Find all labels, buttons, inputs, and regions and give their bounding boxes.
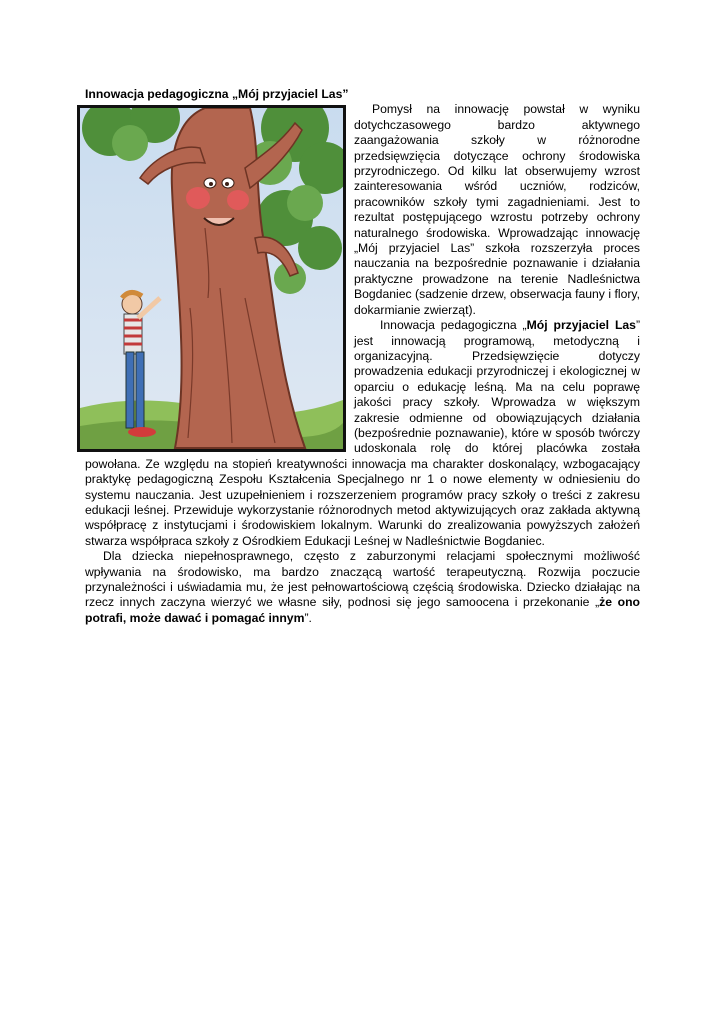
paragraph-therapeutic-start: Dla dziecka niepełnosprawnego, często z zaburzonymi relacjami społecznymi możliwość wpływania na środowisko, ma bardzo znaczącą wartość terapeutyczną. Rozwija poczucie przynależności i uświadamia mu, że jest pełnowartościową częścią środowiska. Dziecko działając na rzecz innych zaczyna wierzyć we własne siły, podnosi się jego samoocena i przekonanie „ bbox=[85, 549, 640, 610]
paragraph-innovation-start: Innowacja pedagogiczna „ bbox=[380, 318, 527, 333]
tree-illustration bbox=[77, 105, 346, 452]
paragraph-therapeutic-end: ”. bbox=[304, 610, 312, 625]
quote-bold: że ono potrafi, może dawać i pomagać innym bbox=[85, 595, 641, 625]
innovation-name-bold: Mój przyjaciel Las bbox=[526, 318, 636, 333]
document-content bbox=[85, 87, 640, 626]
paragraph-intro: Pomysł na innowację powstał w wyniku dotychczasowego bardzo aktywnego zaangażowania szkoły w różnorodne przedsięwzięcia dotyczące ochrony środowiska przyrodniczego. Od kilku lat obserwujemy wzrost zainteresowania wśród uczniów, rodziców, pracowników szkoły tymi zagadnieniami. Jest to rezultat postępującego wzrostu potrzeby ochrony naturalnego środowiska. Wprowadzając innowację „Mój przyjaciel Las” szkoła rozszerzyła proces nauczania na bezpośrednie poznawanie i działania praktyczne prowadzone na terenie Nadleśnictwa Bogdaniec (sadzenie drzew, obserwacja fauny i flory, dokarmianie zwierząt). bbox=[354, 102, 640, 317]
document-title: Innowacja pedagogiczna „Mój przyjaciel Las” bbox=[85, 87, 349, 101]
paragraph-therapeutic bbox=[85, 549, 640, 626]
paragraph-innovation-rest: ” jest innowacją programową, metodyczną i organizacyjną. Przedsięwzięcie dotyczy prowadzenia edukacji przyrodniczej i ekologicznej w oparciu o edukację leśną. Ma na celu poprawę jakości pracy szkoły. Wprowadza w większym zakresie odmienne od obowiązujących działania (bezpośrednie poznawanie), które w sposób twórczy udoskonala rolę do której placówka została powołana. Ze względu na stopień kreatywności innowacja ma charakter doskonalący, wzbogacający praktykę pedagogiczną Zespołu Kształcenia Specjalnego nr 1 o nowe elementy w odniesieniu do systemu nauczania. Jest uzupełnieniem i rozszerzeniem programów pracy szkoły o treści z zakresu edukacji leśnej. Przewiduje wykorzystanie różnorodnych metod aktywizujących oraz zakłada aktywną współpracę z instytucjami i środowiskiem lokalnym. Warunki do zrealizowania powyższych założeń stwarza współpraca szkoły z Ośrodkiem Edukacji Leśnej w Nadleśnictwie Bogdaniec. bbox=[85, 318, 641, 548]
